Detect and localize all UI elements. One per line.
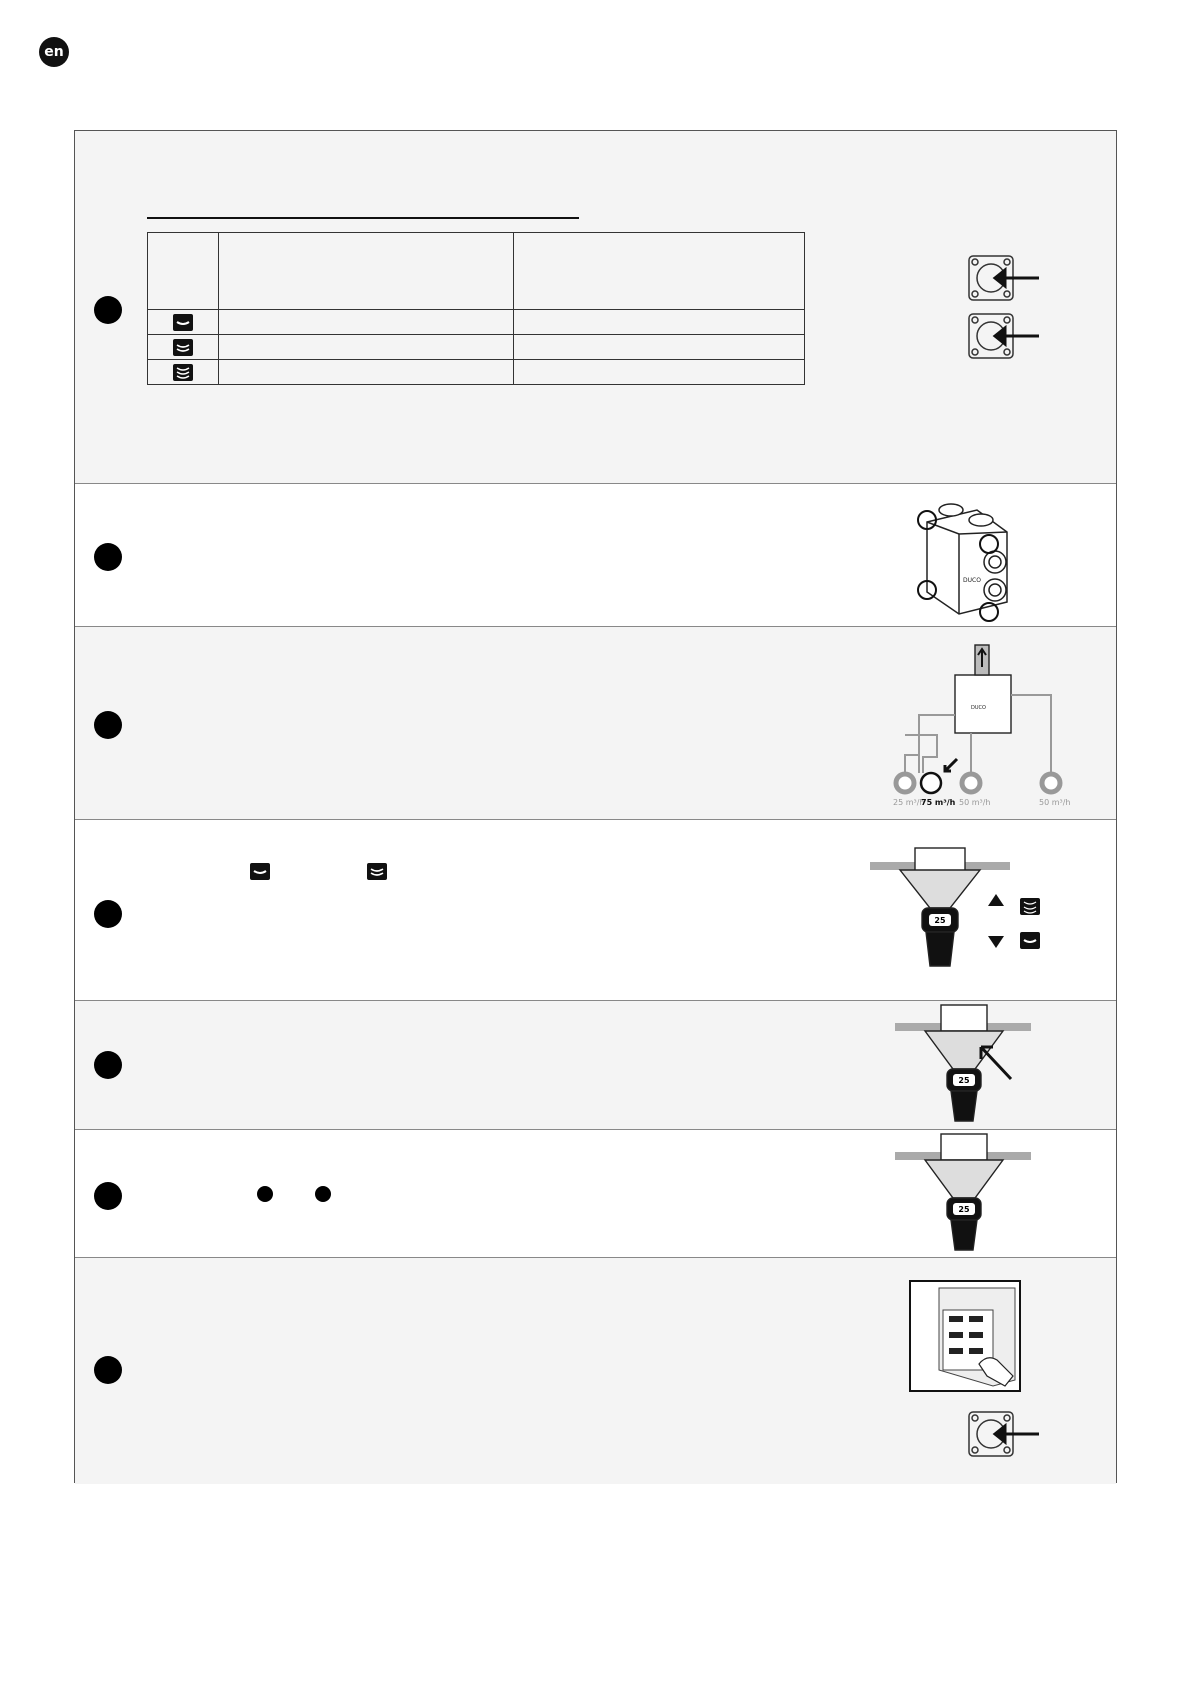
button-press-icon [967, 1410, 1047, 1460]
table-row [148, 335, 805, 360]
speed-low-icon [173, 314, 193, 331]
section-valve-adjust [75, 820, 1116, 1001]
table-row [148, 360, 805, 385]
speed-settings-table [147, 232, 805, 385]
valve-setting-value: 25 [958, 1205, 970, 1214]
valve-setting-value: 25 [934, 916, 946, 925]
section-mounting [75, 484, 1116, 627]
instruction-frame [74, 130, 1117, 1483]
step-marker [94, 1182, 122, 1210]
table-row [148, 310, 805, 335]
valve-icon [895, 1132, 1035, 1254]
step-marker [94, 296, 122, 324]
valve-lock-icon [895, 1003, 1035, 1125]
step-marker [94, 543, 122, 571]
table-title-underline [147, 217, 579, 219]
step-marker [94, 900, 122, 928]
duct-diagram [875, 635, 1071, 815]
section-settings [75, 131, 1116, 484]
ventilation-unit-icon [907, 492, 1027, 620]
step-marker [94, 1356, 122, 1384]
speed-mid-icon [367, 863, 387, 880]
step-marker [94, 711, 122, 739]
section-control-panel [75, 1258, 1116, 1484]
speed-high-icon [173, 364, 193, 381]
speed-low-icon [250, 863, 270, 880]
step-reference-dot [257, 1186, 273, 1202]
unit-brand-label: DUCO [971, 705, 986, 711]
step-reference-dot [315, 1186, 331, 1202]
unit-brand-label: DUCO [963, 577, 981, 584]
duct-flow-label: 50 m³/h [959, 798, 991, 807]
speed-mid-icon [173, 339, 193, 356]
control-panel-photo [909, 1280, 1021, 1392]
language-badge: en [39, 37, 69, 67]
section-valve-lock [75, 1001, 1116, 1130]
section-repeat [75, 1130, 1116, 1258]
valve-setting-value: 25 [958, 1076, 970, 1085]
section-duct-connection [75, 627, 1116, 820]
duct-flow-label: 75 m³/h [921, 798, 956, 807]
button-press-icon [967, 254, 1047, 364]
step-marker [94, 1051, 122, 1079]
duct-flow-label: 50 m³/h [1039, 798, 1071, 807]
valve-adjust-icon [870, 848, 1050, 978]
duct-flow-label: 25 m³/h [893, 798, 925, 807]
